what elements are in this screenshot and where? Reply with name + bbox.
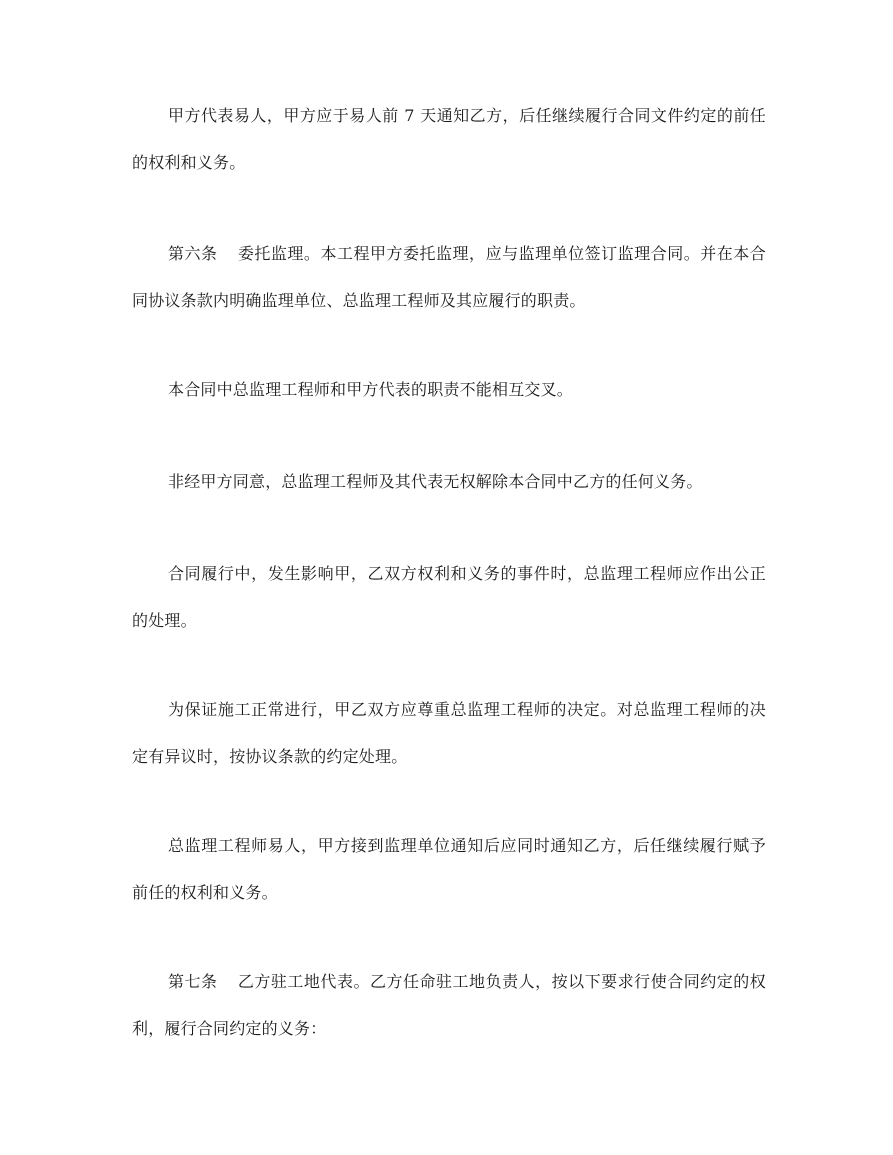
article-6-body: 本工程甲方委托监理，应与监理单位签订监理合同。并在本合同协议条款内明确监理单位、总监理工程师及其应履行的职责。 <box>132 244 766 310</box>
article-6-number: 第六条 <box>168 244 218 263</box>
paragraph-no-release-of-obligations: 非经甲方同意，总监理工程师及其代表无权解除本合同中乙方的任何义务。 <box>168 472 703 491</box>
paragraph-respect-decisions: 为保证施工正常进行，甲乙双方应尊重总监理工程师的决定。对总监理工程师的决定有异议时，按协议条款的约定处理。 <box>132 700 766 766</box>
article-6-title: 委托监理。 <box>237 244 321 263</box>
article-7-body: 乙方任命驻工地负责人，按以下要求行使合同约定的权利，履行合同约定的义务： <box>132 972 766 1038</box>
paragraph-supervisor-change: 总监理工程师易人，甲方接到监理单位通知后应同时通知乙方，后任继续履行赋予前任的权利和义务。 <box>132 836 766 902</box>
article-7-number: 第七条 <box>168 972 218 991</box>
paragraph-article-7 <box>132 958 766 1052</box>
article-7-title: 乙方驻工地代表。 <box>237 972 370 991</box>
paragraph-article-6 <box>132 230 766 324</box>
paragraph-representative-change: 甲方代表易人，甲方应于易人前 7 天通知乙方，后任继续履行合同文件约定的前任的权利和义务。 <box>132 106 766 172</box>
paragraph-fair-handling: 合同履行中，发生影响甲，乙双方权利和义务的事件时，总监理工程师应作出公正的处理。 <box>132 564 766 630</box>
paragraph-duties-no-overlap: 本合同中总监理工程师和甲方代表的职责不能相互交叉。 <box>168 380 574 399</box>
